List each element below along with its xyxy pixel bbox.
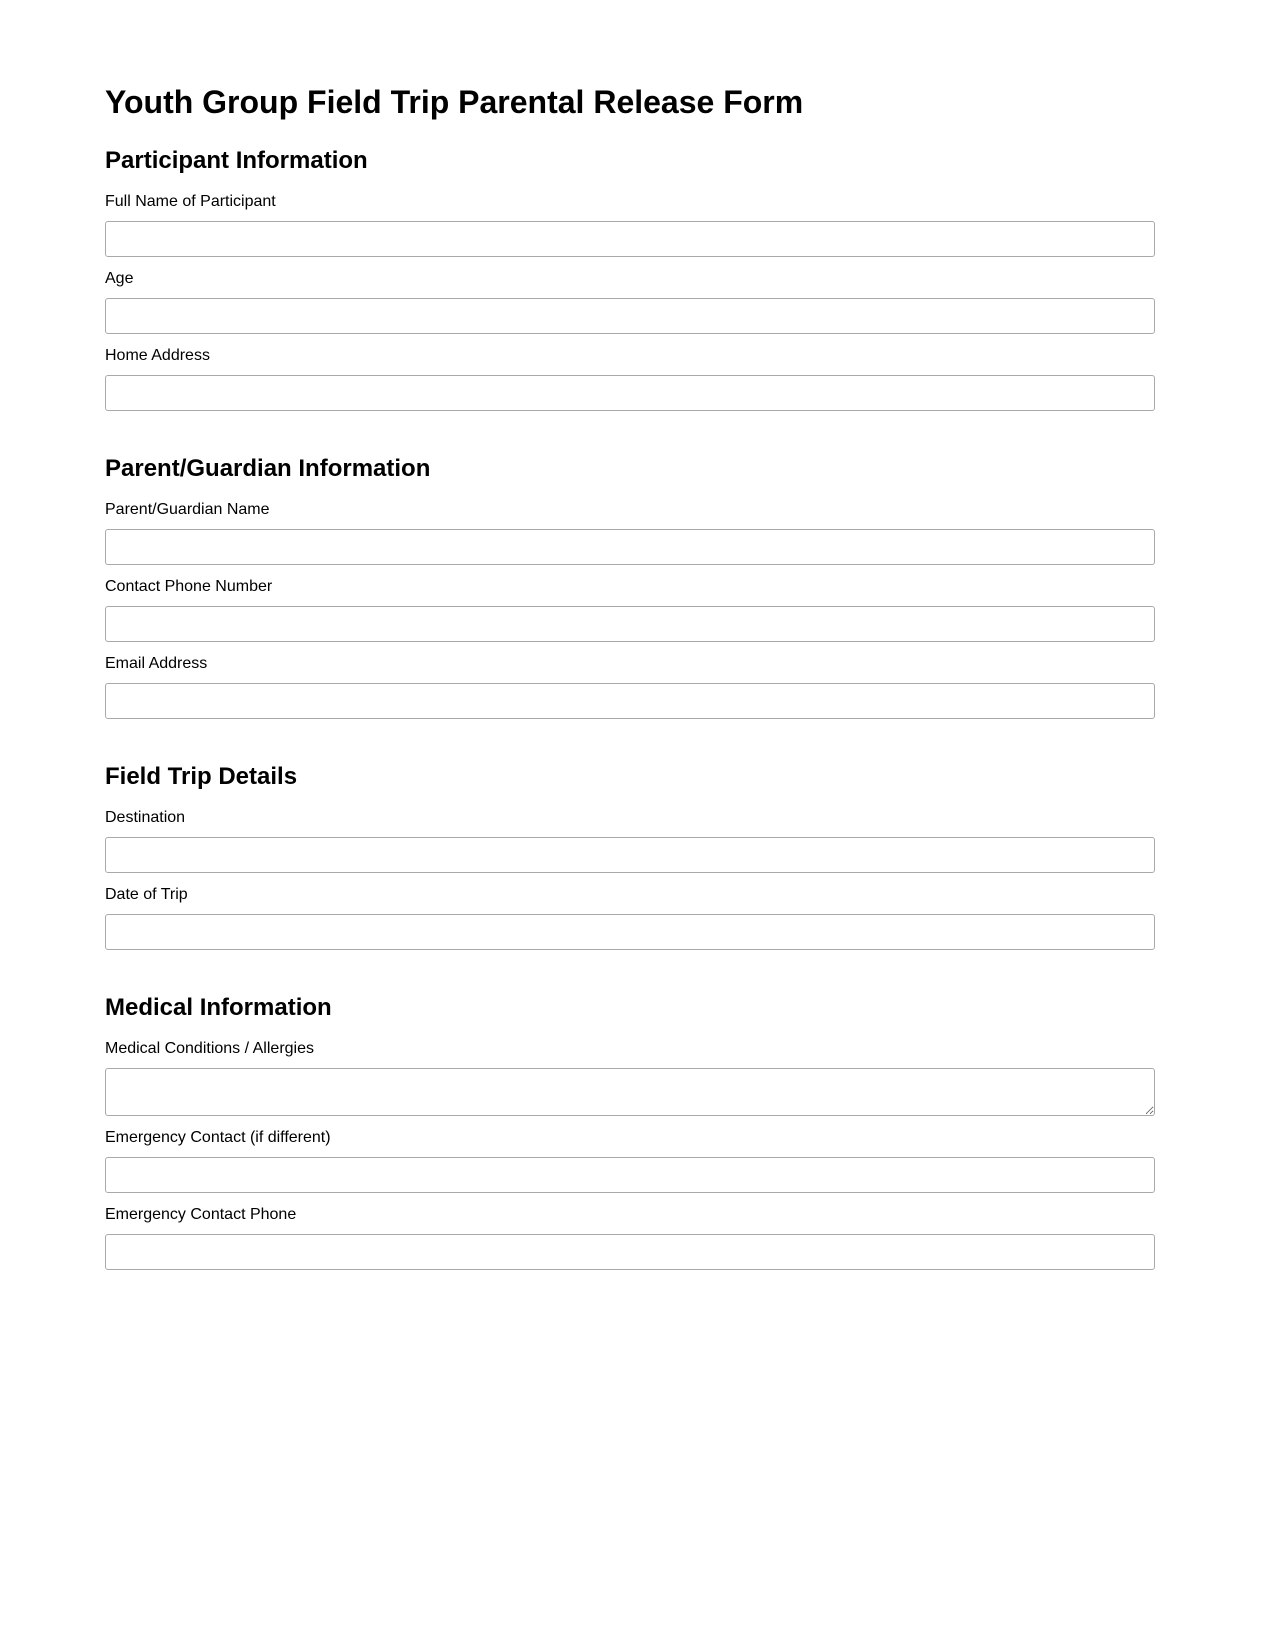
contact-phone-label: Contact Phone Number <box>105 578 273 595</box>
guardian-section <box>105 455 1155 719</box>
email-input[interactable] <box>105 683 1155 719</box>
medical-heading: Medical Information <box>105 994 332 1021</box>
medical-conditions-field <box>105 1040 1155 1116</box>
age-label: Age <box>105 270 134 287</box>
emergency-contact-field <box>105 1129 1155 1193</box>
trip-section <box>105 763 1155 950</box>
full-name-input[interactable] <box>105 221 1155 257</box>
full-name-field <box>105 193 1155 257</box>
participant-section <box>105 147 1155 411</box>
destination-field <box>105 809 1155 873</box>
home-address-field <box>105 347 1155 411</box>
emergency-contact-input[interactable] <box>105 1157 1155 1193</box>
contact-phone-input[interactable] <box>105 606 1155 642</box>
page-title: Youth Group Field Trip Parental Release Form <box>105 84 804 120</box>
guardian-name-field <box>105 501 1155 565</box>
guardian-heading: Parent/Guardian Information <box>105 455 431 482</box>
trip-date-input[interactable] <box>105 914 1155 950</box>
destination-label: Destination <box>105 809 186 826</box>
destination-input[interactable] <box>105 837 1155 873</box>
trip-heading: Field Trip Details <box>105 763 298 790</box>
email-label: Email Address <box>105 655 208 672</box>
emergency-contact-label: Emergency Contact (if different) <box>105 1129 331 1146</box>
age-input[interactable] <box>105 298 1155 334</box>
medical-section <box>105 994 1155 1270</box>
home-address-label: Home Address <box>105 347 210 364</box>
email-field <box>105 655 1155 719</box>
participant-heading: Participant Information <box>105 147 368 174</box>
emergency-phone-field <box>105 1206 1155 1270</box>
guardian-name-input[interactable] <box>105 529 1155 565</box>
emergency-phone-input[interactable] <box>105 1234 1155 1270</box>
full-name-label: Full Name of Participant <box>105 193 276 210</box>
emergency-phone-label: Emergency Contact Phone <box>105 1206 297 1223</box>
trip-date-field <box>105 886 1155 950</box>
medical-conditions-label: Medical Conditions / Allergies <box>105 1040 314 1057</box>
contact-phone-field <box>105 578 1155 642</box>
medical-conditions-textarea[interactable] <box>105 1068 1155 1116</box>
age-field <box>105 270 1155 334</box>
trip-date-label: Date of Trip <box>105 886 188 903</box>
guardian-name-label: Parent/Guardian Name <box>105 501 270 518</box>
home-address-input[interactable] <box>105 375 1155 411</box>
